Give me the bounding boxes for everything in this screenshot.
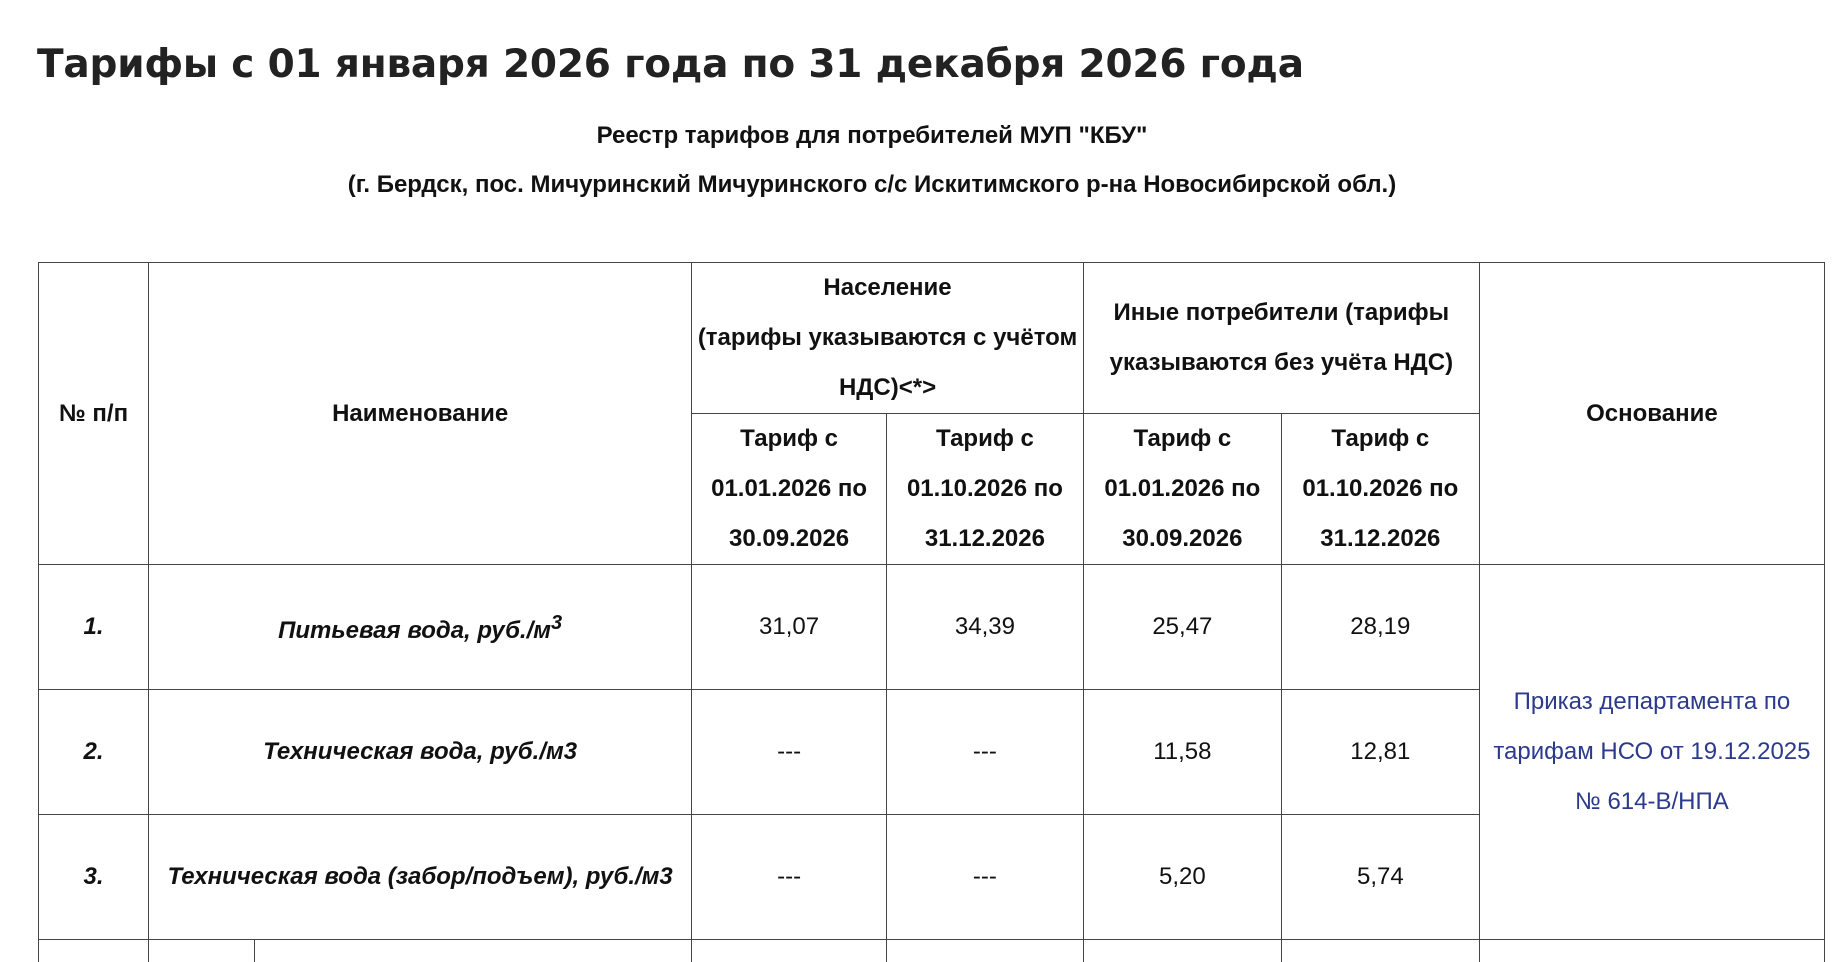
registry-subtitle: Реестр тарифов для потребителей МУП "КБУ" xyxy=(596,122,1148,149)
row-other-tariff-1: 25,47 xyxy=(1083,565,1281,690)
row-pop-tariff-1: --- xyxy=(692,815,887,940)
header-number: № п/п xyxy=(39,263,149,565)
header-row-1 xyxy=(39,263,1825,414)
header-basis: Основание xyxy=(1479,263,1824,565)
table-row xyxy=(39,565,1825,690)
row-name-superscript: 3 xyxy=(551,612,563,634)
row-other-tariff-2: 12,81 xyxy=(1281,690,1479,815)
row-number: 3. xyxy=(39,815,149,940)
partial-cell xyxy=(886,940,1083,962)
partial-cell xyxy=(1479,940,1824,962)
header-name: Наименование xyxy=(149,263,692,565)
row-name: Техническая вода (забор/подъем), руб./м3 xyxy=(149,815,692,940)
header-population-title: Население xyxy=(823,274,952,301)
page-title: Тарифы с 01 января 2026 года по 31 декабря 2026 года xyxy=(37,42,1304,87)
row-pop-tariff-1: --- xyxy=(692,690,887,815)
row-name: Техническая вода, руб./м3 xyxy=(149,690,692,815)
row-pop-tariff-2: --- xyxy=(886,690,1083,815)
row-other-tariff-1: 5,20 xyxy=(1083,815,1281,940)
partial-cell xyxy=(254,940,691,962)
row-number: 2. xyxy=(39,690,149,815)
header-pop-period-2: Тариф с 01.10.2026 по 31.12.2026 xyxy=(886,414,1083,565)
header-population xyxy=(692,263,1084,414)
tariffs-table xyxy=(38,262,1825,962)
partial-cell xyxy=(149,940,255,962)
header-population-note: (тарифы указываются с учётом НДС)<*> xyxy=(697,324,1078,401)
row-other-tariff-1: 11,58 xyxy=(1083,690,1281,815)
partial-cell xyxy=(1083,940,1281,962)
partial-cell xyxy=(692,940,887,962)
header-other-period-1: Тариф с 01.01.2026 по 30.09.2026 xyxy=(1083,414,1281,565)
row-pop-tariff-2: 34,39 xyxy=(886,565,1083,690)
location-subtitle: (г. Бердск, пос. Мичуринский Мичуринского с/с Искитимского р-на Новосибирской обл.) xyxy=(347,171,1397,198)
row-name-text: Питьевая вода, руб./м xyxy=(278,617,552,644)
table-row-partial xyxy=(39,940,1825,962)
partial-cell xyxy=(39,940,149,962)
row-number: 1. xyxy=(39,565,149,690)
row-other-tariff-2: 5,74 xyxy=(1281,815,1479,940)
header-pop-period-1: Тариф с 01.01.2026 по 30.09.2026 xyxy=(692,414,887,565)
row-name xyxy=(149,565,692,690)
partial-cell xyxy=(1281,940,1479,962)
basis-order-text: Приказ департамента по тарифам НСО от 19.12.2025 № 614-В/НПА xyxy=(1479,565,1824,940)
header-other-period-2: Тариф с 01.10.2026 по 31.12.2026 xyxy=(1281,414,1479,565)
row-other-tariff-2: 28,19 xyxy=(1281,565,1479,690)
header-other-consumers: Иные потребители (тарифы указываются без учёта НДС) xyxy=(1083,263,1479,414)
row-pop-tariff-1: 31,07 xyxy=(692,565,887,690)
row-pop-tariff-2: --- xyxy=(886,815,1083,940)
